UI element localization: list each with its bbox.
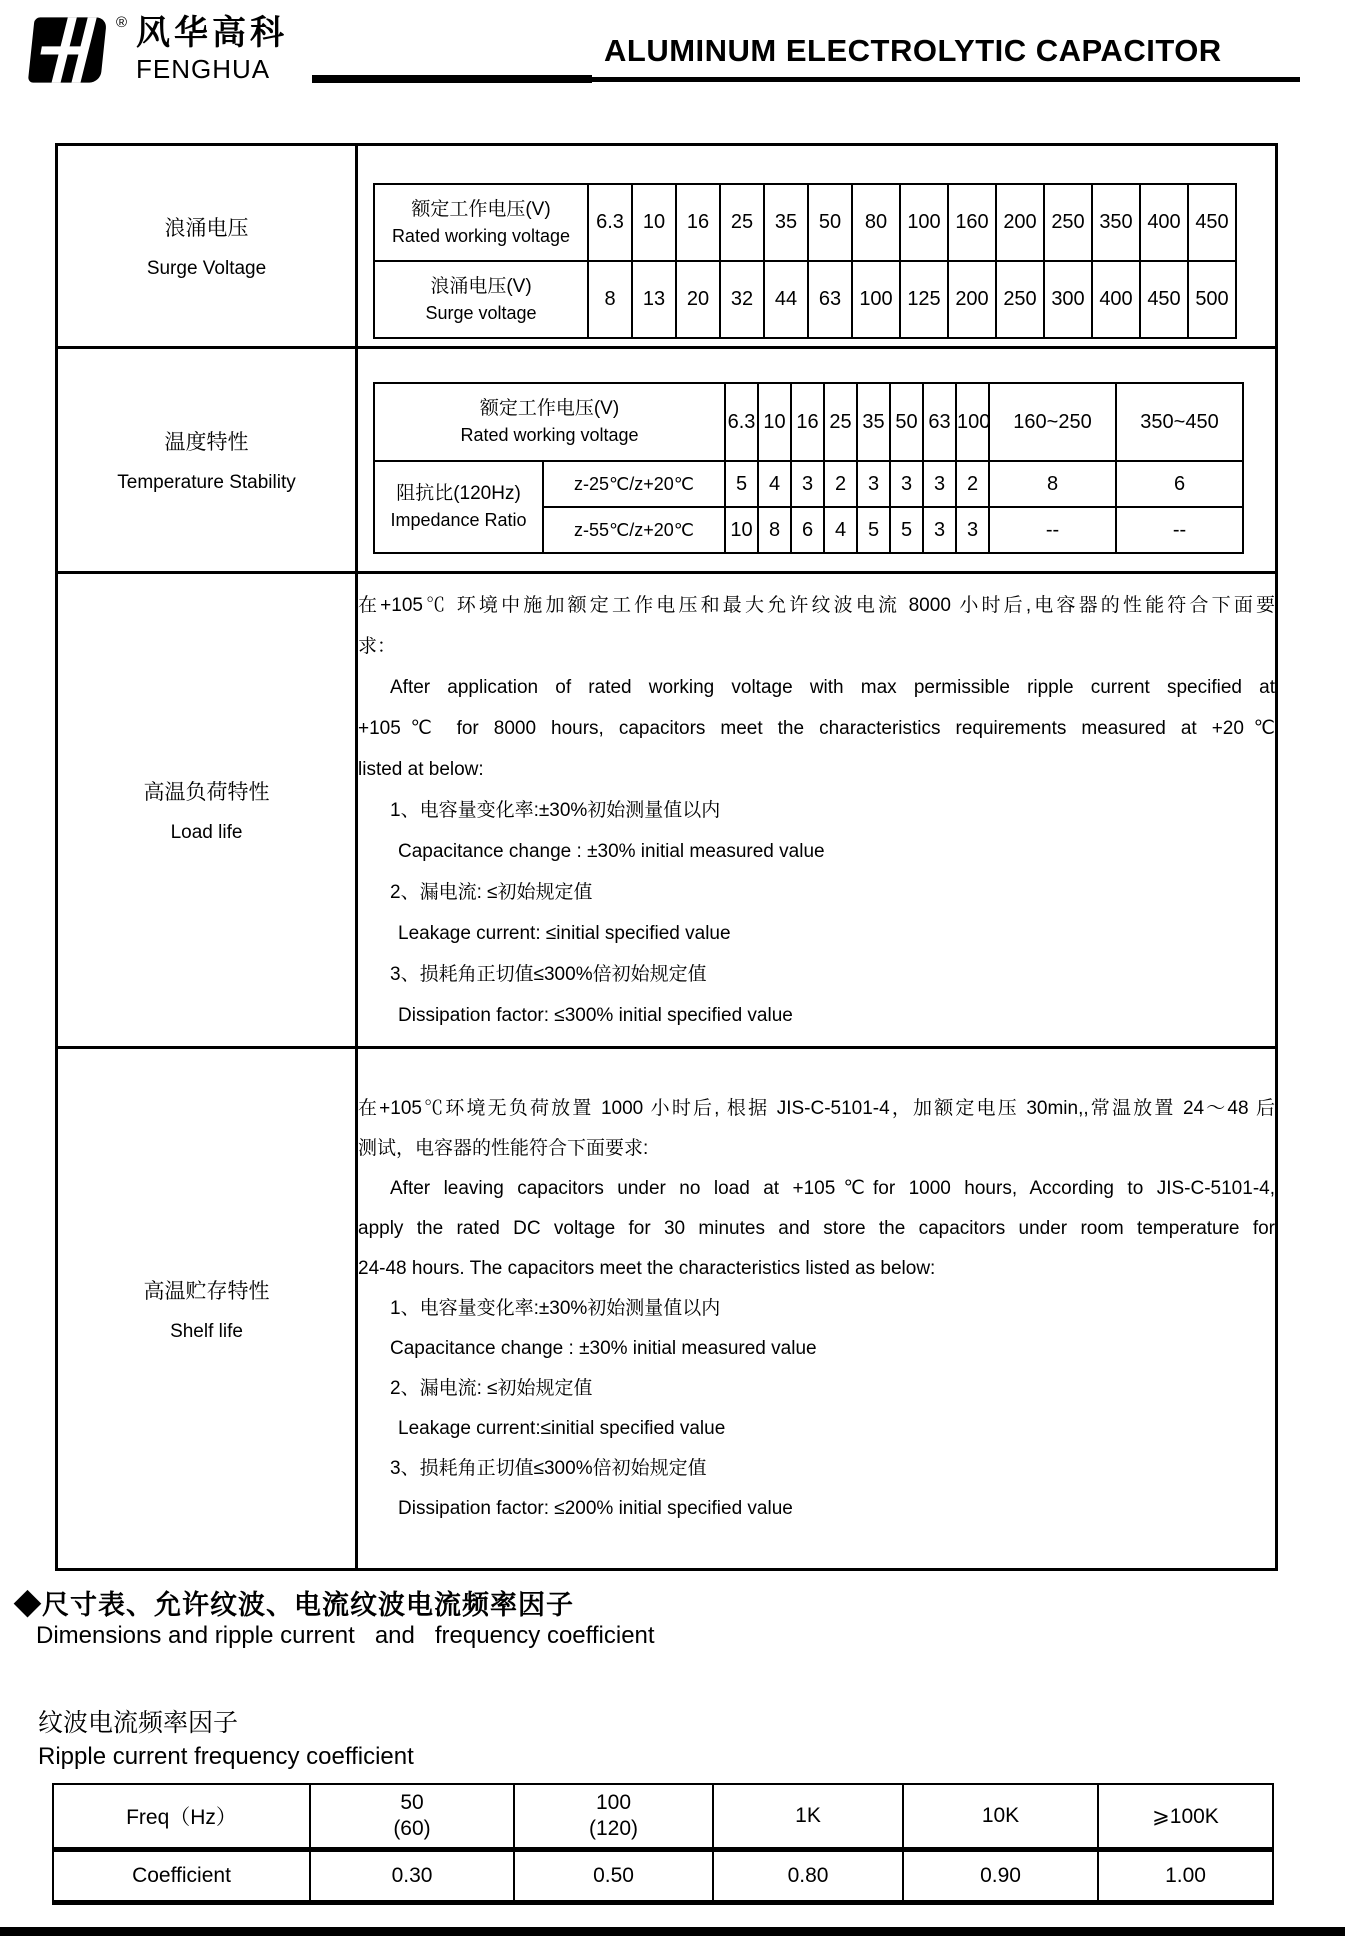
spec-text-line: listed at below:: [358, 758, 484, 780]
impedance-ratio-cell: 3: [791, 461, 824, 507]
rated-voltage-cell: 100: [900, 184, 948, 261]
impedance-ratio-cell: 6: [791, 507, 824, 553]
impedance-ratio-cell: 3: [923, 507, 956, 553]
surge-voltage-cell: 250: [996, 261, 1044, 338]
spec-text-line: 测试，电容器的性能符合下面要求:: [358, 1137, 649, 1159]
impedance-ratio-cell: 4: [758, 461, 791, 507]
impedance-ratio-cell: 2: [956, 461, 989, 507]
rated-voltage-cell: 35: [764, 184, 808, 261]
spec-text-line: Dissipation factor: ≤300% initial specified value: [398, 1004, 793, 1026]
impedance-ratio-cell: 5: [857, 507, 890, 553]
rated-voltage-cell: 10: [632, 184, 676, 261]
rated-voltage-header-cn: 额定工作电压(V): [411, 198, 551, 220]
surge-voltage-cell: 200: [948, 261, 996, 338]
shelf-life-label: [57, 1048, 357, 1570]
surge-row-label-en: Surge Voltage: [146, 258, 267, 279]
temp-rated-voltage-header: [374, 383, 725, 461]
rated-voltage-cell: 50: [808, 184, 852, 261]
rated-voltage-cell: 25: [720, 184, 764, 261]
temp-row-label-en: Temperature Stability: [117, 472, 296, 493]
temp-voltage-cell: 50: [890, 383, 923, 461]
surge-voltage-row: [57, 145, 1277, 348]
shelf-life-content: [357, 1048, 1277, 1570]
spec-text-line: +105℃ for 8000 hours, capacitors meet the characteristics requirements measured at +20℃: [358, 717, 1275, 739]
page-title: ALUMINUM ELECTROLYTIC CAPACITOR: [604, 33, 1222, 68]
registered-trademark-icon: ®: [116, 14, 128, 31]
surge-row-label-cn: 浪涌电压: [164, 217, 249, 240]
temp-header-row: [374, 383, 1243, 461]
shelf-life-label-cn: 高温贮存特性: [143, 1279, 270, 1303]
section-heading-en: Dimensions and ripple current and frequency coefficient: [36, 1622, 655, 1649]
spec-text-line: 2、漏电流: ≤初始规定值: [390, 881, 593, 903]
impedance-ratio-cell: 8: [758, 507, 791, 553]
impedance-condition-2: z-55℃/z+20℃: [543, 507, 725, 553]
impedance-ratio-cell: 3: [956, 507, 989, 553]
surge-row-content: [357, 145, 1277, 348]
rated-voltage-cell: 400: [1140, 184, 1188, 261]
surge-row-label: [57, 145, 357, 348]
surge-voltage-cell: 300: [1044, 261, 1092, 338]
coefficient-cell: 0.50: [514, 1850, 713, 1903]
spec-text-line: 2、漏电流: ≤初始规定值: [390, 1377, 593, 1399]
spec-text-line: Capacitance change : ±30% initial measured value: [390, 1337, 817, 1359]
rated-voltage-cell: 80: [852, 184, 900, 261]
brand-name-english: FENGHUA: [136, 54, 271, 84]
temp-voltage-cell: 16: [791, 383, 824, 461]
temp-row-content: [357, 348, 1277, 573]
load-life-label: [57, 573, 357, 1048]
rated-voltage-header-row: [374, 184, 1236, 261]
spec-text-line: 3、损耗角正切值≤300%倍初始规定值: [390, 1457, 707, 1479]
impedance-ratio-row-1: [374, 461, 1243, 507]
freq-main: 100: [595, 1791, 632, 1814]
freq-value-cell: 10K: [903, 1784, 1098, 1850]
rated-voltage-cell: 6.3: [588, 184, 632, 261]
fenghua-logo-icon: [20, 12, 112, 88]
brand-name-chinese: 风华高科: [136, 14, 288, 52]
freq-value-cell: [310, 1784, 514, 1850]
impedance-ratio-cell: 3: [857, 461, 890, 507]
impedance-ratio-cell: --: [1116, 507, 1243, 553]
impedance-ratio-cell: 5: [725, 461, 758, 507]
spec-text-line: 24-48 hours. The capacitors meet the characteristics listed as below:: [358, 1257, 936, 1279]
ripple-subheading-en: Ripple current frequency coefficient: [38, 1743, 414, 1770]
spec-table: [55, 143, 1278, 1571]
surge-voltage-cell: 125: [900, 261, 948, 338]
temp-row-label-cn: 温度特性: [164, 431, 249, 454]
temp-voltage-cell: 63: [923, 383, 956, 461]
impedance-ratio-cell: 3: [923, 461, 956, 507]
spec-text-line: Leakage current:≤initial specified value: [398, 1417, 726, 1439]
coefficient-cell: 0.80: [713, 1850, 903, 1903]
impedance-ratio-cell: 6: [1116, 461, 1243, 507]
coefficient-cell: 0.30: [310, 1850, 514, 1903]
surge-voltage-header-en: Surge voltage: [425, 302, 537, 323]
freq-sub: (120): [588, 1817, 639, 1840]
spec-text-line: 在+105℃ 环境中施加额定工作电压和最大允许纹波电流 8000 小时后,电容器的性能符合下面要: [358, 594, 1275, 616]
surge-voltage-cell: 8: [588, 261, 632, 338]
impedance-ratio-cell: 4: [824, 507, 857, 553]
spec-text-line: 在+105℃环境无负荷放置 1000 小时后, 根据 JIS-C-5101-4，加额定电压 30min,,常温放置 24～48 后: [358, 1097, 1275, 1119]
load-life-label-cn: 高温负荷特性: [143, 781, 270, 804]
load-life-row: [57, 573, 1277, 1048]
surge-voltage-cell: 63: [808, 261, 852, 338]
header-rule-thick-segment: [312, 75, 592, 83]
section-heading-cn: ◆尺寸表、允许纹波、电流纹波电流频率因子: [14, 1590, 574, 1620]
rated-voltage-cell: 16: [676, 184, 720, 261]
surge-voltage-cell: 400: [1092, 261, 1140, 338]
rated-voltage-cell: 200: [996, 184, 1044, 261]
impedance-ratio-cell: 3: [890, 461, 923, 507]
surge-voltage-cell: 450: [1140, 261, 1188, 338]
temperature-inner-table: [373, 382, 1244, 554]
temp-rated-header-cn: 额定工作电压(V): [479, 398, 620, 419]
impedance-ratio-header: [374, 461, 543, 553]
temp-voltage-cell: 350~450: [1116, 383, 1243, 461]
freq-label-cell: Freq（Hz）: [53, 1784, 310, 1850]
surge-voltage-cell: 20: [676, 261, 720, 338]
load-life-label-en: Load life: [170, 822, 243, 843]
temp-row-label: [57, 348, 357, 573]
rated-voltage-cell: 250: [1044, 184, 1092, 261]
impedance-ratio-header-en: Impedance Ratio: [390, 510, 527, 530]
spec-text-line: 1、电容量变化率:±30%初始测量值以内: [390, 1297, 721, 1319]
coefficient-row: [53, 1850, 1273, 1903]
rated-voltage-cell: 450: [1188, 184, 1236, 261]
spec-text-line: Capacitance change : ±30% initial measured value: [398, 840, 825, 862]
temp-voltage-cell: 6.3: [725, 383, 758, 461]
ripple-subheading-cn: 纹波电流频率因子: [38, 1709, 239, 1737]
spec-text-line: 3、损耗角正切值≤300%倍初始规定值: [390, 963, 707, 985]
shelf-life-row: [57, 1048, 1277, 1570]
spec-text-line: 求：: [358, 635, 397, 657]
freq-value-cell: 1K: [713, 1784, 903, 1850]
surge-voltage-cell: 500: [1188, 261, 1236, 338]
temp-voltage-cell: 160~250: [989, 383, 1116, 461]
freq-value-cell: ⩾100K: [1098, 1784, 1273, 1850]
surge-inner-table: [373, 183, 1237, 339]
rated-voltage-cell: 160: [948, 184, 996, 261]
impedance-ratio-cell: 5: [890, 507, 923, 553]
frequency-header-row: [53, 1784, 1273, 1850]
spec-text-line: apply the rated DC voltage for 30 minutes and store the capacitors under room temperature for: [358, 1217, 1275, 1239]
surge-voltage-values-row: [374, 261, 1236, 338]
impedance-ratio-cell: --: [989, 507, 1116, 553]
page-footer-bar: [0, 1927, 1345, 1936]
brand-block: [136, 16, 288, 82]
rated-voltage-header-en: Rated working voltage: [391, 225, 571, 246]
spec-text-line: After leaving capacitors under no load at +105℃for 1000 hours, According to JIS-C-5101-4,: [390, 1177, 1275, 1199]
surge-voltage-cell: 13: [632, 261, 676, 338]
impedance-ratio-header-cn: 阻抗比(120Hz): [396, 483, 521, 504]
spec-text-line: Leakage current: ≤initial specified value: [398, 922, 731, 944]
rated-voltage-header: [374, 184, 588, 261]
temp-voltage-cell: 10: [758, 383, 791, 461]
coefficient-label-cell: Coefficient: [53, 1850, 310, 1903]
temp-voltage-cell: 35: [857, 383, 890, 461]
surge-voltage-cell: 100: [852, 261, 900, 338]
surge-voltage-header-cn: 浪涌电压(V): [430, 275, 532, 297]
surge-voltage-cell: 44: [764, 261, 808, 338]
coefficient-cell: 0.90: [903, 1850, 1098, 1903]
rated-voltage-cell: 350: [1092, 184, 1140, 261]
temp-rated-header-en: Rated working voltage: [460, 425, 639, 445]
load-life-content: [357, 573, 1277, 1048]
impedance-ratio-cell: 10: [725, 507, 758, 553]
spec-text-line: Dissipation factor: ≤200% initial specified value: [398, 1497, 793, 1519]
temperature-stability-row: [57, 348, 1277, 573]
spec-text-line: 1、电容量变化率:±30%初始测量值以内: [390, 799, 721, 821]
impedance-condition-1: z-25℃/z+20℃: [543, 461, 725, 507]
temp-voltage-cell: 25: [824, 383, 857, 461]
frequency-coefficient-table: [52, 1783, 1274, 1905]
impedance-ratio-cell: 8: [989, 461, 1116, 507]
freq-main: 50: [400, 1791, 424, 1814]
surge-voltage-cell: 32: [720, 261, 764, 338]
spec-text-line: After application of rated working voltage with max permissible ripple current specified at: [390, 676, 1275, 698]
freq-sub: (60): [393, 1817, 431, 1840]
temp-voltage-cell: 100: [956, 383, 989, 461]
impedance-ratio-cell: 2: [824, 461, 857, 507]
shelf-life-label-en: Shelf life: [170, 1320, 243, 1342]
coefficient-cell: 1.00: [1098, 1850, 1273, 1903]
surge-voltage-header: [374, 261, 588, 338]
freq-value-cell: [514, 1784, 713, 1850]
